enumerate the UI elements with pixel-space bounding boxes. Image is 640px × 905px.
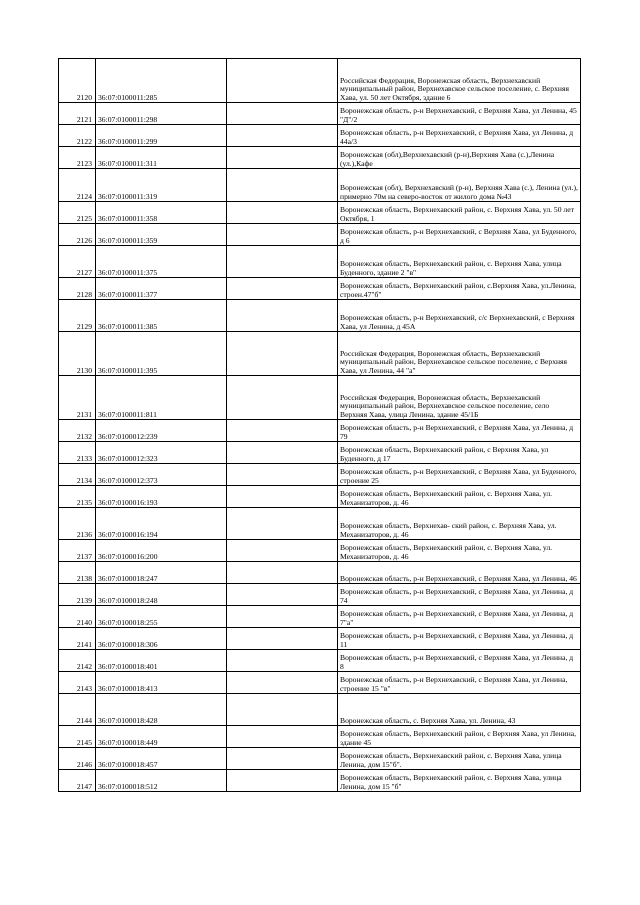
table-row <box>59 540 581 562</box>
address-cell: Воронежская область, Верхнехавский район, с. Верхняя Хава, улица Ленина, дом 15"б". <box>338 748 581 770</box>
address-cell: Российская Федерация, Воронежская область, Верхнехавский муниципальный район, Верхнехавское сельское поселение, с Верхняя Хава, ул Ленина, 44 "а" <box>338 332 581 376</box>
cadastral-number: 36:07:0100011:319 <box>96 169 227 202</box>
cadastral-number: 36:07:0100012:373 <box>96 464 227 486</box>
table-row <box>59 748 581 770</box>
table-row <box>59 650 581 672</box>
row-number: 2147 <box>59 770 96 792</box>
row-number: 2128 <box>59 278 96 300</box>
address-cell: Воронежская область, Верхнехавский район, с Верхняя Хава, ул Буденного, д 17 <box>338 442 581 464</box>
row-number: 2124 <box>59 169 96 202</box>
empty-cell <box>227 672 338 694</box>
cadastral-number: 36:07:0100011:377 <box>96 278 227 300</box>
row-number: 2137 <box>59 540 96 562</box>
address-cell: Российская Федерация, Воронежская область, Верхнехавский муниципальный район, Верхнехавское сельское поселение, с. Верхняя Хава, ул. 50 лет Октября, здание 6 <box>338 59 581 103</box>
empty-cell <box>227 420 338 442</box>
table-row <box>59 125 581 147</box>
table-row <box>59 147 581 169</box>
empty-cell <box>227 103 338 125</box>
cadastral-number: 36:07:0100011:375 <box>96 246 227 278</box>
table-body <box>59 59 581 792</box>
table-row <box>59 278 581 300</box>
row-number: 2134 <box>59 464 96 486</box>
address-cell: Воронежская область, р-н Верхнехавский, с Верхняя Хава, ул Ленина, строение 15 "в" <box>338 672 581 694</box>
empty-cell <box>227 300 338 332</box>
empty-cell <box>227 508 338 540</box>
address-cell: Воронежская область, р-н Верхнехавский, с Верхняя Хава, ул Ленина, 46 <box>338 562 581 584</box>
table-row <box>59 420 581 442</box>
empty-cell <box>227 278 338 300</box>
address-cell: Воронежская область, р-н Верхнехавский, с Верхняя Хава, ул Ленина, д 7"а" <box>338 606 581 628</box>
table-row <box>59 486 581 508</box>
cadastral-number: 36:07:0100016:200 <box>96 540 227 562</box>
address-cell: Воронежская область, р-н Верхнехавский, с Верхняя Хава, ул Ленина, д 44а/3 <box>338 125 581 147</box>
empty-cell <box>227 606 338 628</box>
cadastral-number: 36:07:0100011:811 <box>96 376 227 420</box>
empty-cell <box>227 202 338 224</box>
address-cell: Воронежская (обл), Верхнехавский (р-н), Верхняя Хава (с.), Ленина (ул.), примерно 70м на северо-восток от жилого дома №43 <box>338 169 581 202</box>
row-number: 2129 <box>59 300 96 332</box>
cadastral-number: 36:07:0100018:247 <box>96 562 227 584</box>
cadastral-number: 36:07:0100011:299 <box>96 125 227 147</box>
row-number: 2126 <box>59 224 96 246</box>
table-row <box>59 442 581 464</box>
empty-cell <box>227 486 338 508</box>
row-number: 2143 <box>59 672 96 694</box>
row-number: 2138 <box>59 562 96 584</box>
cadastral-number: 36:07:0100018:512 <box>96 770 227 792</box>
row-number: 2133 <box>59 442 96 464</box>
empty-cell <box>227 376 338 420</box>
row-number: 2144 <box>59 694 96 726</box>
table-row <box>59 694 581 726</box>
address-cell: Российская Федерация, Воронежская область, Верхнехавский муниципальный район, Верхнехавское сельское поселение, село Верхняя Хава, улица Ленина, здание 45/1Б <box>338 376 581 420</box>
empty-cell <box>227 650 338 672</box>
row-number: 2121 <box>59 103 96 125</box>
empty-cell <box>227 59 338 103</box>
cadastral-number: 36:07:0100011:395 <box>96 332 227 376</box>
row-number: 2135 <box>59 486 96 508</box>
table-row <box>59 224 581 246</box>
cadastral-number: 36:07:0100011:359 <box>96 224 227 246</box>
row-number: 2140 <box>59 606 96 628</box>
table-row <box>59 584 581 606</box>
address-cell: Воронежская область, р-н Верхнехавский, с Верхняя Хава, ул Ленина, д 79 <box>338 420 581 442</box>
address-cell: Воронежская область, с. Верхняя Хава, ул. Ленина, 43 <box>338 694 581 726</box>
address-cell: Воронежская область, р-н Верхнехавский, с Верхняя Хава, ул Ленина, 45 "Д"/2 <box>338 103 581 125</box>
row-number: 2142 <box>59 650 96 672</box>
cadastral-number: 36:07:0100011:358 <box>96 202 227 224</box>
address-cell: Воронежская область, Верхнехавский район, с. Верхняя Хава, ул. Механизаторов, д. 46 <box>338 486 581 508</box>
address-register-table <box>58 58 581 792</box>
empty-cell <box>227 442 338 464</box>
cadastral-number: 36:07:0100018:428 <box>96 694 227 726</box>
address-cell: Воронежская область, Верхнехавский район, с. Верхняя Хава, улица Ленина, дом 15 "б" <box>338 770 581 792</box>
address-cell: Воронежская (обл),Верхнехавский (р-н),Верхняя Хава (с.),Ленина (ул.),Кафе <box>338 147 581 169</box>
cadastral-number: 36:07:0100011:311 <box>96 147 227 169</box>
empty-cell <box>227 628 338 650</box>
cadastral-number: 36:07:0100018:401 <box>96 650 227 672</box>
cadastral-number: 36:07:0100016:194 <box>96 508 227 540</box>
table-row <box>59 59 581 103</box>
cadastral-number: 36:07:0100018:306 <box>96 628 227 650</box>
address-cell: Воронежская область, Верхнехав- ский район, с. Верхняя Хава, ул. Механизаторов, д. 46 <box>338 508 581 540</box>
table-row <box>59 246 581 278</box>
table-row <box>59 300 581 332</box>
empty-cell <box>227 332 338 376</box>
row-number: 2123 <box>59 147 96 169</box>
table-row <box>59 376 581 420</box>
cadastral-number: 36:07:0100018:255 <box>96 606 227 628</box>
table-row <box>59 169 581 202</box>
empty-cell <box>227 464 338 486</box>
row-number: 2122 <box>59 125 96 147</box>
row-number: 2139 <box>59 584 96 606</box>
empty-cell <box>227 540 338 562</box>
empty-cell <box>227 584 338 606</box>
address-cell: Воронежская область, Верхнехавский район, с.Верхняя Хава, ул.Ленина, строен.47"б" <box>338 278 581 300</box>
empty-cell <box>227 246 338 278</box>
table-row <box>59 562 581 584</box>
cadastral-number: 36:07:0100012:239 <box>96 420 227 442</box>
row-number: 2146 <box>59 748 96 770</box>
empty-cell <box>227 748 338 770</box>
row-number: 2127 <box>59 246 96 278</box>
row-number: 2132 <box>59 420 96 442</box>
row-number: 2131 <box>59 376 96 420</box>
table-row <box>59 606 581 628</box>
empty-cell <box>227 562 338 584</box>
table-row <box>59 464 581 486</box>
cadastral-number: 36:07:0100011:385 <box>96 300 227 332</box>
cadastral-number: 36:07:0100018:413 <box>96 672 227 694</box>
address-cell: Воронежская область, р-н Верхнехавский, с Верхняя Хава, ул Ленина, д 74 <box>338 584 581 606</box>
row-number: 2141 <box>59 628 96 650</box>
table-row <box>59 726 581 748</box>
cadastral-number: 36:07:0100018:457 <box>96 748 227 770</box>
cadastral-number: 36:07:0100011:298 <box>96 103 227 125</box>
table-row <box>59 628 581 650</box>
address-cell: Воронежская область, Верхнехавский район, с. Верхняя Хава, улица Буденного, здание 2 "в" <box>338 246 581 278</box>
empty-cell <box>227 694 338 726</box>
table-row <box>59 770 581 792</box>
address-cell: Воронежская область, Верхнехавский район, с. Верхняя Хава, ул. Механизаторов, д. 46 <box>338 540 581 562</box>
address-cell: Воронежская область, р-н Верхнехавский, с Верхняя Хава, ул Ленина, д 11 <box>338 628 581 650</box>
cadastral-number: 36:07:0100011:285 <box>96 59 227 103</box>
address-cell: Воронежская область, р-н Верхнехавский, с/с Верхнехавский, с Верхняя Хава, ул Ленина, д 45А <box>338 300 581 332</box>
row-number: 2125 <box>59 202 96 224</box>
empty-cell <box>227 147 338 169</box>
address-cell: Воронежская область, р-н Верхнехавский, с Верхняя Хава, ул Ленина, д 8 <box>338 650 581 672</box>
cadastral-number: 36:07:0100018:449 <box>96 726 227 748</box>
empty-cell <box>227 770 338 792</box>
table-row <box>59 103 581 125</box>
table-row <box>59 332 581 376</box>
row-number: 2120 <box>59 59 96 103</box>
row-number: 2136 <box>59 508 96 540</box>
cadastral-number: 36:07:0100018:248 <box>96 584 227 606</box>
cadastral-number: 36:07:0100016:193 <box>96 486 227 508</box>
empty-cell <box>227 726 338 748</box>
empty-cell <box>227 224 338 246</box>
address-cell: Воронежская область, Верхнехавский район, с Верхняя Хава, ул Ленина, здание 45 <box>338 726 581 748</box>
address-cell: Воронежская область, р-н Верхнехавский, с Верхняя Хава, ул Буденного, д 6 <box>338 224 581 246</box>
empty-cell <box>227 125 338 147</box>
cadastral-number: 36:07:0100012:323 <box>96 442 227 464</box>
address-cell: Воронежская область, р-н Верхнехавский, с Верхняя Хава, ул Буденного, строение 25 <box>338 464 581 486</box>
row-number: 2145 <box>59 726 96 748</box>
empty-cell <box>227 169 338 202</box>
address-cell: Воронежская область, Верхнехавский район, с. Верхняя Хава, ул. 50 лет Октября, 1 <box>338 202 581 224</box>
table-row <box>59 202 581 224</box>
table-row <box>59 508 581 540</box>
table-row <box>59 672 581 694</box>
row-number: 2130 <box>59 332 96 376</box>
